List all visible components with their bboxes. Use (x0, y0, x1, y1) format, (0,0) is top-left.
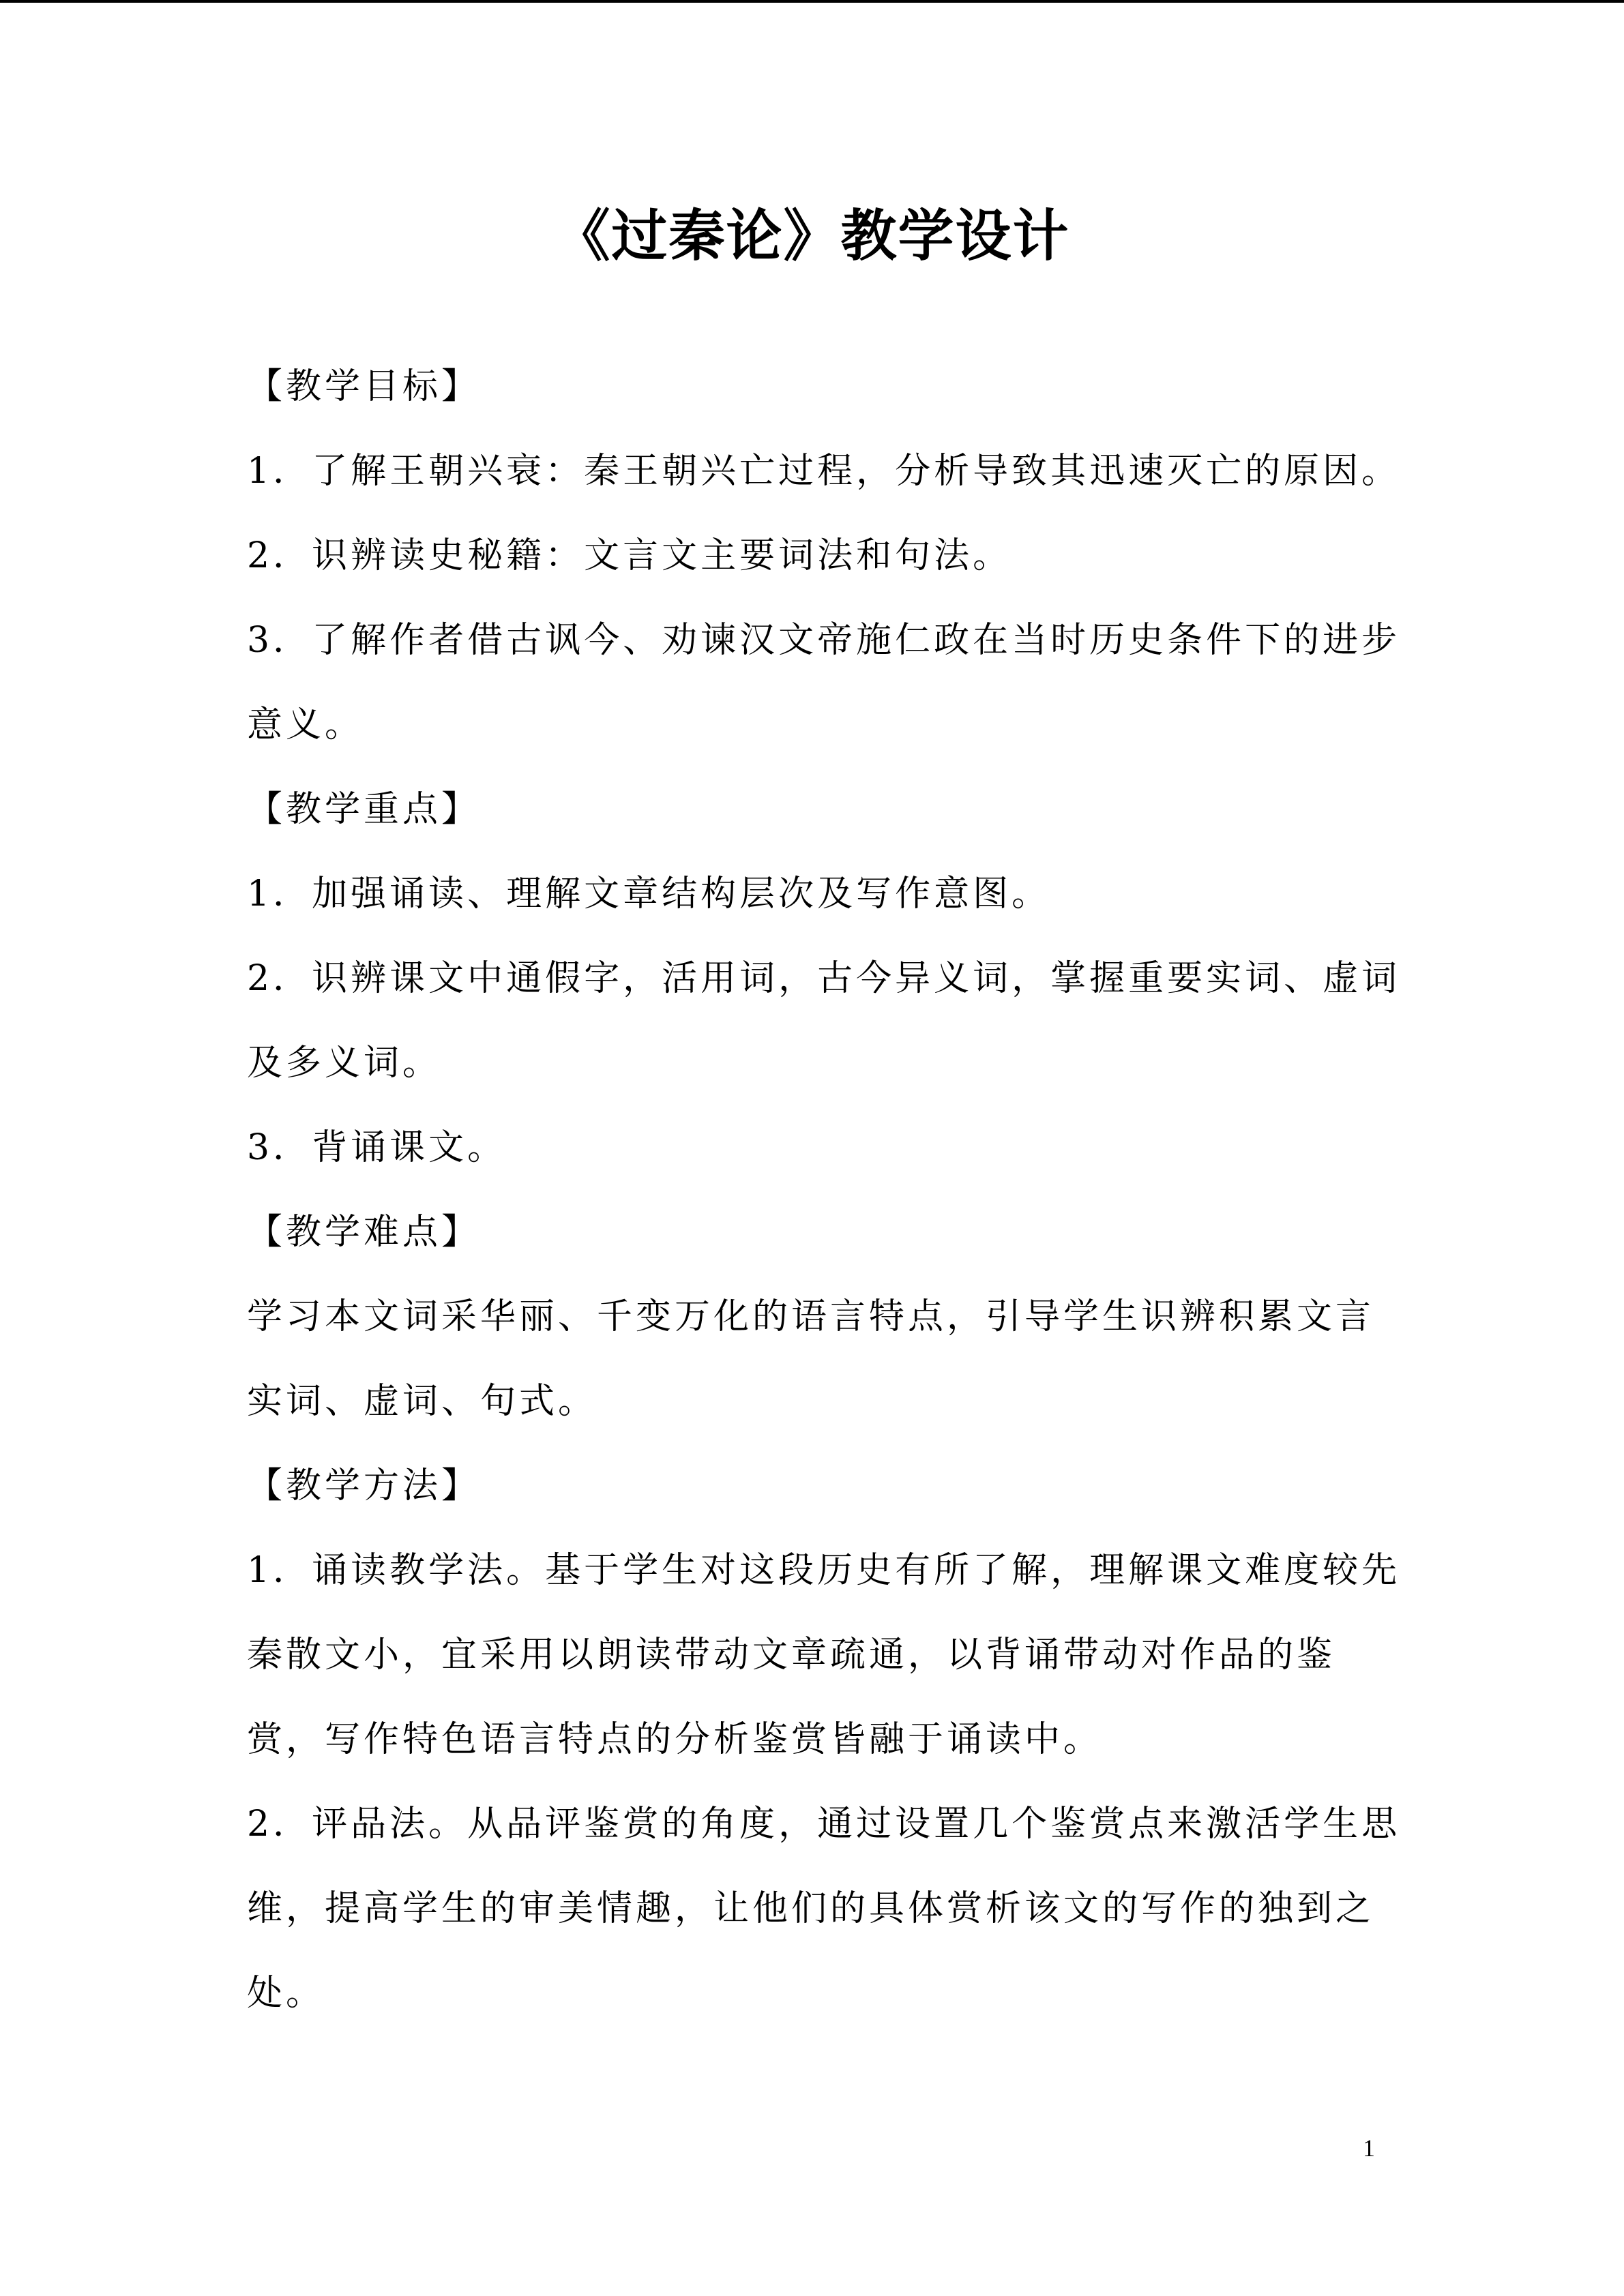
method-line-1: 1．诵读教学法。基于学生对这段历史有所了解，理解课文难度较先 (247, 1550, 1401, 1591)
key-point-line-1: 1．加强诵读、理解文章结构层次及写作意图。 (247, 874, 1051, 914)
key-point-line-2: 2．识辨课文中通假字，活用词，古今异义词，掌握重要实词、虚词 (247, 958, 1401, 999)
method-line-6: 处。 (247, 1973, 325, 2014)
difficulty-line-1: 学习本文词采华丽、千变万化的语言特点，引导学生识辨积累文言 (247, 1296, 1375, 1337)
page-title: 《过秦论》教学设计 (554, 204, 1070, 269)
top-border-line (0, 0, 1624, 3)
section-heading-difficulties: 【教学难点】 (247, 1212, 481, 1253)
method-line-3: 赏，写作特色语言特点的分析鉴赏皆融于诵读中。 (247, 1719, 1103, 1760)
key-point-line-4: 3．背诵课文。 (247, 1127, 507, 1168)
method-line-5: 维，提高学生的审美情趣，让他们的具体赏析该文的写作的独到之 (247, 1888, 1375, 1929)
section-heading-key-points: 【教学重点】 (247, 789, 481, 830)
objective-line-1: 1．了解王朝兴衰：秦王朝兴亡过程，分析导致其迅速灭亡的原因。 (247, 451, 1401, 492)
section-heading-methods: 【教学方法】 (247, 1465, 481, 1506)
method-line-2: 秦散文小，宜采用以朗读带动文章疏通，以背诵带动对作品的鉴 (247, 1635, 1336, 1675)
section-heading-objectives: 【教学目标】 (247, 366, 481, 407)
key-point-line-3: 及多义词。 (247, 1043, 442, 1084)
page-number: 1 (1363, 2134, 1375, 2162)
method-line-4: 2．评品法。从品评鉴赏的角度，通过设置几个鉴赏点来激活学生思 (247, 1804, 1401, 1845)
objective-line-2: 2．识辨读史秘籍：文言文主要词法和句法。 (247, 535, 1012, 576)
difficulty-line-2: 实词、虚词、句式。 (247, 1381, 597, 1422)
objective-line-3: 3．了解作者借古讽今、劝谏汉文帝施仁政在当时历史条件下的进步 (247, 620, 1401, 661)
objective-line-4: 意义。 (247, 704, 364, 745)
